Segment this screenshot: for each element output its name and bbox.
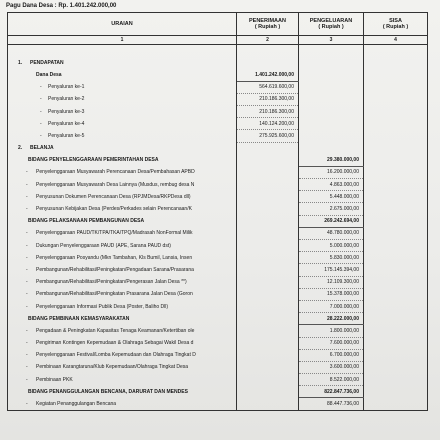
column-number-3: 3: [299, 36, 364, 45]
table-row: 2. BELANJA: [8, 142, 428, 154]
table-row: BIDANG PELAKSANAAN PEMBANGUNAN DESA 269.242.694,00: [8, 215, 428, 227]
table-row: - Penyusunan Kebijakan Desa (Perdes/Perkades selain Perencanaan/K 2.675.000,00: [8, 203, 428, 215]
table-row: - Penyaluran ke-3 210.186.300,00: [8, 105, 428, 117]
table-row: - Pengiriman Kontingen Kepemudaan & Olahraga Sebagai Wakil Desa d 7.600.000,00: [8, 337, 428, 349]
header-uraian: URAIAN: [8, 13, 237, 36]
table-row: - Pembangunan/Rehabilitasi/Peningkatan/Pengerasan Jalan Desa **) 12.109.300,00: [8, 276, 428, 288]
budget-table: [7, 12, 428, 411]
table-row: - Kegiatan Penanggulangan Bencana 88.447.736,00: [8, 398, 428, 410]
table-row: - Penyusunan Dokumen Perencanaan Desa (RPJMDesa/RKPDesa dll) 5.448.000,00: [8, 191, 428, 203]
table-row: - Penyelenggaraan PAUD/TK/TPA/TKA/TPQ/Madrasah NonFormal Milik 48.780.000,00: [8, 227, 428, 239]
table-row: - Penyaluran ke-4 140.124.200,00: [8, 118, 428, 130]
table-row: BIDANG PENYELENGGARAAN PEMERINTAHAN DESA 29.380.000,00: [8, 154, 428, 166]
table-row: 1. PENDAPATAN: [8, 57, 428, 69]
table-row: - Penyaluran ke-1 564.619.600,00: [8, 81, 428, 93]
table-row: - Pembinaan PKK 8.522.000,00: [8, 374, 428, 386]
table-row: - Pembangunan/Rehabilitasi/Peningkatan/Pengadaan Sarana/Prasarana 175.145.394,00: [8, 264, 428, 276]
table-row: - Pembangunan/Rehabilitasi/Peningkatan Prasarana Jalan Desa (Goron 15.378.000,00: [8, 288, 428, 300]
table-row: - Penyelenggaraan Musyawarah Desa Lainnya (Musdus, rembug desa N 4.863.000,00: [8, 179, 428, 191]
column-number-1: 1: [8, 36, 237, 45]
column-number-2: 2: [237, 36, 299, 45]
table-row: - Pengadaan & Peningkatan Kapasitas Tenaga Keamanan/Ketertiban ole 1.800.000,00: [8, 325, 428, 337]
table-row: - Penyelenggaraan Posyandu (Mkn Tambahan, Kls Bumil, Lansia, Insen 5.830.000,00: [8, 252, 428, 264]
table-row: BIDANG PEMBINAAN KEMASYARAKATAN 28.222.000,00: [8, 313, 428, 325]
table-row: - Penyaluran ke-5 275.925.600,00: [8, 130, 428, 142]
table-row: - Penyaluran ke-2 210.186.300,00: [8, 93, 428, 105]
column-number-4: 4: [364, 36, 428, 45]
table-row: - Penyelenggaraan Musyawarah Perencanaan Desa/Pembahasan APBD 16.200.000,00: [8, 166, 428, 178]
table-row: - Penyelenggaraan Informasi Publik Desa (Poster, Baliho Dll) 7.000.000,00: [8, 300, 428, 312]
header-pengeluaran: PENGELUARAN ( Rupiah ): [299, 13, 364, 36]
table-row: - Penyelenggaraan Festival/Lomba Kepemudaan dan Olahraga Tingkat D 6.700.000,00: [8, 349, 428, 361]
pagu-dana-desa: Pagu Dana Desa : Rp. 1.401.242.000,00: [6, 3, 117, 9]
table-row-spacer: [8, 45, 428, 57]
table-row: Dana Desa 1.401.242.000,00: [8, 69, 428, 81]
table-row: - Dukungan Penyelenggaraan PAUD (APE, Sarana PAUD dst) 5.000.000,00: [8, 240, 428, 252]
table-row: - Pembinaan Karangtaruna/Klub Kepemudaan/Olahraga Tingkat Desa 3.600.000,00: [8, 361, 428, 373]
header-penerimaan: PENERIMAAN ( Rupiah ): [237, 13, 299, 36]
header-sisa: SISA ( Rupiah ): [364, 13, 428, 36]
table-row: BIDANG PENANGGULANGAN BENCANA, DARURAT DAN MENDES 822.847.736,00: [8, 386, 428, 398]
